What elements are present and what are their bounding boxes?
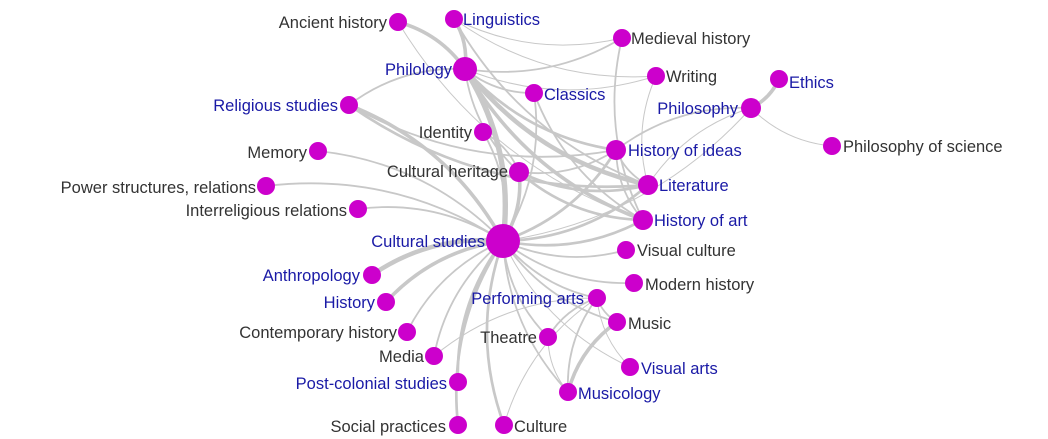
node-writing[interactable] bbox=[647, 67, 665, 85]
node-visual-culture[interactable] bbox=[617, 241, 635, 259]
edge-writing-literature bbox=[642, 76, 656, 185]
label-visual-culture: Visual culture bbox=[637, 242, 736, 260]
labels-layer bbox=[61, 11, 1003, 436]
node-ancient-history[interactable] bbox=[389, 13, 407, 31]
node-contemporary-history[interactable] bbox=[398, 323, 416, 341]
label-musicology: Musicology bbox=[578, 385, 661, 403]
label-classics: Classics bbox=[544, 86, 606, 104]
node-anthropology[interactable] bbox=[363, 266, 381, 284]
edge-performing-arts-culture bbox=[504, 298, 597, 425]
node-social-practices[interactable] bbox=[449, 416, 467, 434]
label-medieval-history: Medieval history bbox=[631, 30, 751, 48]
node-cultural-heritage[interactable] bbox=[509, 162, 529, 182]
node-power-structures[interactable] bbox=[257, 177, 275, 195]
label-literature: Literature bbox=[659, 177, 729, 195]
node-philosophy-of-science[interactable] bbox=[823, 137, 841, 155]
label-post-colonial: Post-colonial studies bbox=[295, 375, 447, 393]
node-media[interactable] bbox=[425, 347, 443, 365]
node-memory[interactable] bbox=[309, 142, 327, 160]
node-religious-studies[interactable] bbox=[340, 96, 358, 114]
label-interreligious: Interreligious relations bbox=[185, 202, 347, 220]
label-identity: Identity bbox=[418, 124, 472, 142]
label-memory: Memory bbox=[247, 144, 307, 162]
label-ethics: Ethics bbox=[789, 74, 834, 92]
node-medieval-history[interactable] bbox=[613, 29, 631, 47]
label-culture: Culture bbox=[514, 418, 568, 436]
label-philosophy-of-science: Philosophy of science bbox=[843, 138, 1003, 156]
label-history-of-ideas: History of ideas bbox=[628, 142, 742, 160]
node-culture[interactable] bbox=[495, 416, 513, 434]
label-writing: Writing bbox=[666, 68, 718, 86]
node-visual-arts[interactable] bbox=[621, 358, 639, 376]
label-media: Media bbox=[379, 348, 424, 366]
label-performing-arts: Performing arts bbox=[471, 290, 584, 308]
label-music: Music bbox=[628, 315, 672, 333]
node-linguistics[interactable] bbox=[445, 10, 463, 28]
node-literature[interactable] bbox=[638, 175, 658, 195]
label-social-practices: Social practices bbox=[330, 418, 446, 436]
node-cultural-studies[interactable] bbox=[486, 224, 520, 258]
node-history[interactable] bbox=[377, 293, 395, 311]
node-history-of-art[interactable] bbox=[633, 210, 653, 230]
label-cultural-heritage: Cultural heritage bbox=[386, 163, 508, 181]
node-history-of-ideas[interactable] bbox=[606, 140, 626, 160]
node-theatre[interactable] bbox=[539, 328, 557, 346]
label-cultural-studies: Cultural studies bbox=[371, 233, 485, 251]
node-performing-arts[interactable] bbox=[588, 289, 606, 307]
label-philology: Philology bbox=[385, 61, 452, 79]
node-post-colonial[interactable] bbox=[449, 373, 467, 391]
node-ethics[interactable] bbox=[770, 70, 788, 88]
label-history-of-art: History of art bbox=[654, 212, 748, 230]
node-interreligious[interactable] bbox=[349, 200, 367, 218]
label-history: History bbox=[323, 294, 375, 312]
node-classics[interactable] bbox=[525, 84, 543, 102]
label-visual-arts: Visual arts bbox=[641, 360, 718, 378]
label-power-structures: Power structures, relations bbox=[60, 179, 256, 197]
label-anthropology: Anthropology bbox=[262, 267, 360, 285]
node-identity[interactable] bbox=[474, 123, 492, 141]
label-contemporary-history: Contemporary history bbox=[239, 324, 397, 342]
edge-cultural-studies-musicology bbox=[503, 241, 568, 392]
node-philology[interactable] bbox=[453, 57, 477, 81]
edge-philology-medieval-history bbox=[465, 38, 622, 72]
node-philosophy[interactable] bbox=[741, 98, 761, 118]
label-modern-history: Modern history bbox=[645, 276, 755, 294]
label-philosophy: Philosophy bbox=[657, 100, 738, 118]
label-theatre: Theatre bbox=[480, 329, 537, 347]
label-ancient-history: Ancient history bbox=[278, 14, 387, 32]
label-linguistics: Linguistics bbox=[463, 11, 541, 29]
label-religious-studies: Religious studies bbox=[213, 97, 338, 115]
edge-philosophy-philosophy-of-science bbox=[751, 108, 832, 146]
node-music[interactable] bbox=[608, 313, 626, 331]
node-modern-history[interactable] bbox=[625, 274, 643, 292]
node-musicology[interactable] bbox=[559, 383, 577, 401]
